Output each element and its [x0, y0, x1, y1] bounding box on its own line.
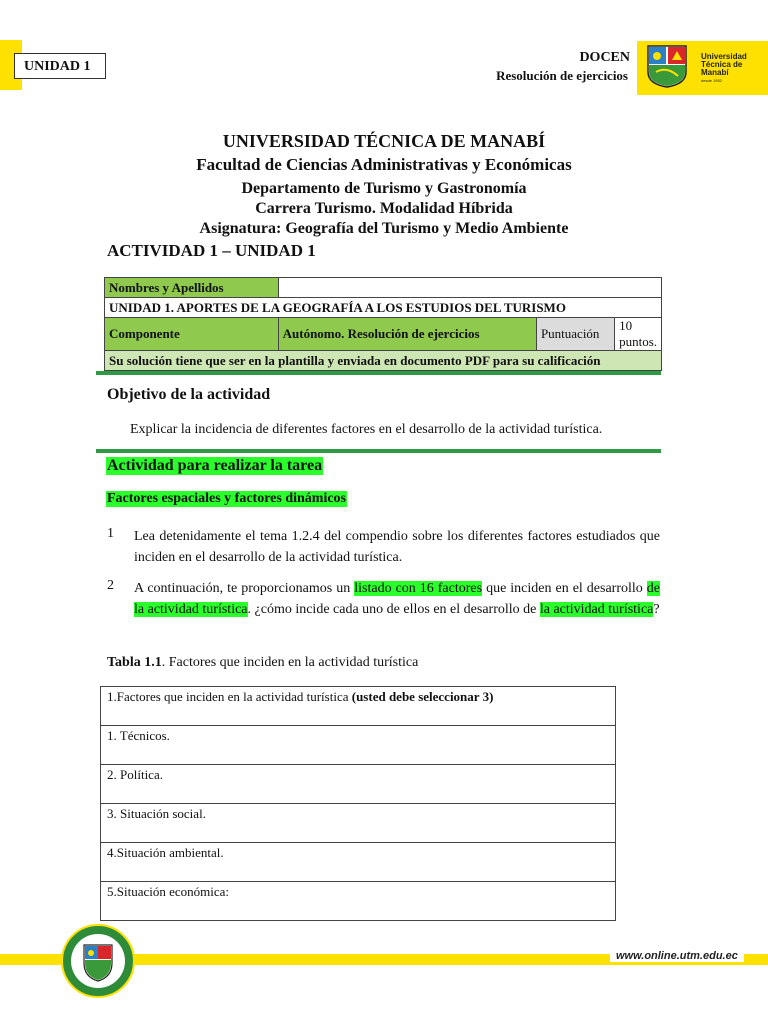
unidad-label: UNIDAD 1 — [14, 53, 106, 79]
resolucion-label: Resolución de ejercicios — [496, 68, 628, 83]
factores-subheading: Factores espaciales y factores dinámicos — [107, 491, 346, 506]
highlight: listado con 16 factores — [354, 581, 483, 596]
component-label: Componente — [105, 318, 279, 351]
item-number: 1 — [107, 526, 114, 541]
shield-icon — [646, 44, 688, 88]
divider — [96, 449, 661, 453]
footer-url[interactable]: www.online.utm.edu.ec — [610, 950, 744, 962]
department-title: Departamento de Turismo y Gastronomía — [241, 180, 527, 197]
info-table — [104, 277, 662, 371]
item-1-text: Lea detenidamente el tema 1.2.4 del compendio sobre los diferentes factores estudiados que inciden en el desarrollo de la actividad turística. — [134, 529, 660, 565]
table-row[interactable]: 4.Situación ambiental. — [101, 843, 616, 882]
table-row[interactable]: 1. Técnicos. — [101, 726, 616, 765]
highlight: la actividad turística — [539, 602, 654, 617]
divider — [96, 371, 661, 375]
highlight: de la actividad turística — [134, 581, 661, 617]
objetivo-heading: Objetivo de la actividad — [107, 386, 271, 403]
career-title: Carrera Turismo. Modalidad Híbrida — [255, 200, 513, 217]
university-logo — [637, 41, 768, 95]
unit-row: UNIDAD 1. APORTES DE LA GEOGRAFÍA A LOS ESTUDIOS DEL TURISMO — [105, 298, 662, 318]
docente-label: DOCEN — [579, 50, 630, 65]
table-caption: Tabla 1.1. Factores que inciden en la actividad turística — [107, 655, 419, 670]
factors-table — [100, 686, 616, 921]
table-row[interactable]: 5.Situación económica: — [101, 882, 616, 921]
objetivo-text: Explicar la incidencia de diferentes factores en el desarrollo de la actividad turística. — [130, 422, 603, 437]
logo-text: Universidad Técnica de Manabí desde 1952 — [701, 52, 747, 83]
activity-title: ACTIVIDAD 1 – UNIDAD 1 — [107, 241, 316, 260]
table-row[interactable]: 2. Política. — [101, 765, 616, 804]
item-2-text: A continuación, te proporcionamos un listado con 16 factores que inciden en el desarrollo de la actividad turística. ¿cómo incide cada uno de ellos en el desarrollo de la actividad turística? — [134, 581, 661, 617]
faculty-title: Facultad de Ciencias Administrativas y Económicas — [196, 155, 572, 174]
instruction-row: Su solución tiene que ser en la plantilla y enviada en documento PDF para su calificación — [105, 351, 662, 371]
table-row[interactable]: 3. Situación social. — [101, 804, 616, 843]
item-number: 2 — [107, 578, 114, 593]
subject-title: Asignatura: Geografía del Turismo y Medio Ambiente — [199, 220, 569, 237]
names-label: Nombres y Apellidos — [105, 278, 279, 298]
score-value: 10 puntos. — [615, 318, 662, 351]
component-value: Autónomo. Resolución de ejercicios — [278, 318, 536, 351]
university-seal-icon — [60, 923, 136, 999]
score-label: Puntuación — [536, 318, 614, 351]
university-title: UNIVERSIDAD TÉCNICA DE MANABÍ — [222, 131, 546, 151]
tarea-heading: Actividad para realizar la tarea — [107, 457, 323, 474]
names-field[interactable] — [278, 278, 661, 298]
table-header: 1.Factores que inciden en la actividad turística (usted debe seleccionar 3) — [101, 687, 616, 726]
